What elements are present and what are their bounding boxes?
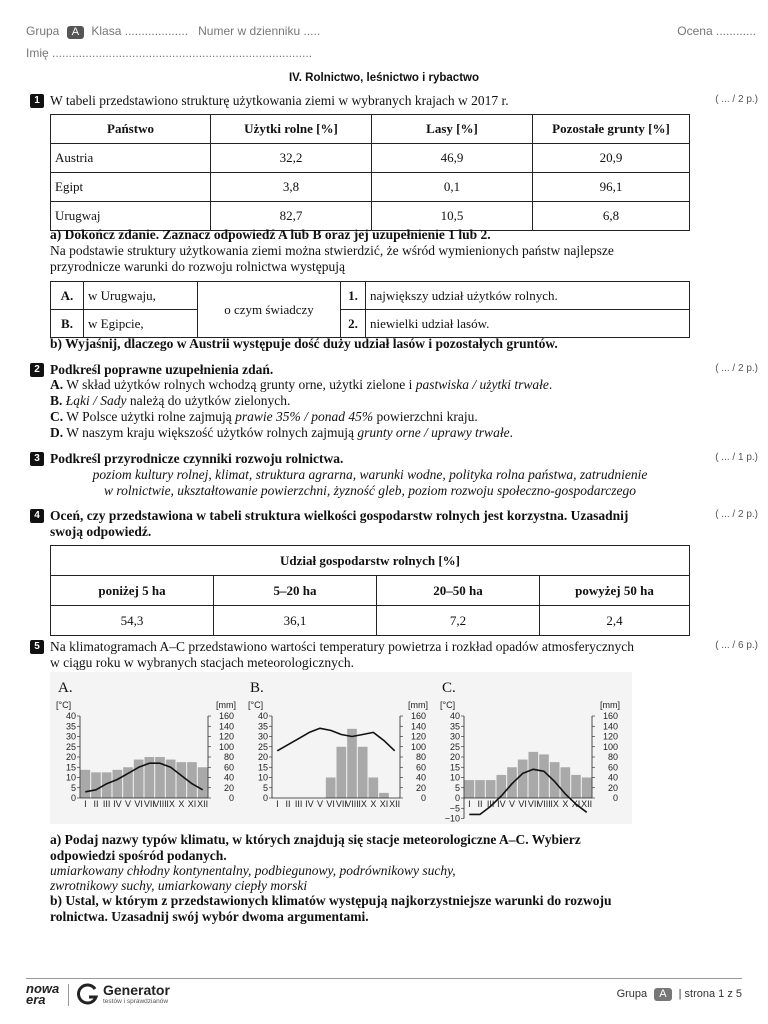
month-label: VI	[518, 799, 527, 809]
generator-logo-text: Generator	[103, 982, 170, 998]
month-label: VI	[134, 799, 143, 809]
question-1b-title: b) Wyjaśnij, dlaczego w Austrii występuje dość duży udział lasów i pozostałych gruntów.	[50, 336, 558, 351]
table-header: Państwo	[51, 115, 211, 144]
month-label: X	[562, 799, 569, 809]
right-tick-label: 20	[223, 782, 234, 793]
left-tick-label: 40	[257, 711, 268, 721]
right-tick-label: 0	[612, 793, 618, 803]
left-tick-label: 25	[65, 741, 76, 752]
question-1a-title: a) Dokończ zdanie. Zaznacz odpowiedź A lub B oraz jej uzupełnienie 1 lub 2.	[50, 227, 491, 242]
chart-label: C.	[442, 680, 456, 696]
left-tick-label: 15	[257, 762, 268, 773]
group-label: Grupa	[26, 24, 60, 38]
question-1-intro: W tabeli przedstawiono strukturę użytkowania ziemi w wybranych krajach w 2017 r.	[50, 93, 509, 108]
month-label: IX	[166, 799, 175, 809]
precipitation-bar	[81, 770, 91, 798]
month-label: V	[124, 799, 132, 809]
item-end: .	[509, 425, 513, 440]
right-tick-label: 160	[602, 711, 618, 721]
precipitation-bar	[347, 729, 357, 798]
month-label: IX	[358, 799, 367, 809]
precipitation-bar	[571, 775, 581, 798]
option-2-label[interactable]: 2.	[341, 310, 366, 338]
right-tick-label: 100	[218, 741, 234, 752]
precipitation-bar	[550, 762, 560, 798]
question-5a-title-2: odpowiedzi spośród podanych.	[50, 848, 227, 863]
precipitation-bar	[379, 793, 389, 798]
item-text: W skład użytków rolnych wchodzą grunty orne, użytki zielone i	[66, 377, 416, 392]
month-label: IX	[550, 799, 559, 809]
right-tick-label: 40	[415, 772, 426, 783]
left-tick-label: −10	[444, 813, 460, 824]
item-text: W Polsce użytki rolne zajmują	[66, 409, 236, 424]
nowa-era-logo: nowa era	[26, 981, 60, 1007]
left-tick-label: 30	[257, 731, 268, 742]
month-label: VII	[335, 799, 347, 809]
table-header: Pozostałe grunty [%]	[533, 115, 690, 144]
left-axis-unit: [°C]	[56, 700, 72, 710]
precipitation-bar	[326, 778, 336, 799]
item-options[interactable]: grunty orne / uprawy trwałe	[357, 425, 510, 440]
table-row	[51, 173, 690, 202]
month-label: V	[508, 799, 516, 809]
right-tick-label: 60	[223, 762, 234, 773]
precipitation-bar	[91, 772, 101, 798]
table-cell: 7,2	[377, 606, 540, 636]
item-label: D.	[50, 425, 64, 440]
right-tick-label: 140	[602, 721, 618, 732]
chart-label: A.	[58, 680, 73, 696]
table-cell: 32,2	[211, 144, 372, 173]
question-5-number: 5	[30, 640, 44, 654]
left-tick-label: 5	[70, 782, 76, 793]
precipitation-bar	[113, 770, 123, 798]
left-tick-label: 40	[449, 711, 460, 721]
right-tick-label: 80	[223, 752, 234, 762]
option-1-text[interactable]: największy udział użytków rolnych.	[366, 282, 690, 310]
right-tick-label: 120	[218, 731, 234, 742]
left-tick-label: 30	[65, 731, 76, 742]
month-label: VII	[143, 799, 155, 809]
table-cell: 20,9	[533, 144, 690, 173]
table-cell: 6,8	[533, 202, 690, 231]
left-tick-label: 0	[70, 793, 76, 803]
month-label: IV	[113, 799, 122, 809]
item-options[interactable]: Łąki / Sady	[65, 393, 127, 408]
question-2-item-d	[50, 425, 513, 441]
month-label: III	[294, 799, 303, 809]
left-tick-label: 30	[449, 731, 460, 742]
right-tick-label: 140	[218, 721, 234, 732]
month-label: II	[477, 799, 483, 809]
month-label: V	[316, 799, 324, 809]
table-cell: 10,5	[372, 202, 533, 231]
table-header-row	[51, 115, 690, 144]
table-header: 5–20 ha	[214, 576, 377, 606]
precipitation-bar	[582, 778, 592, 799]
question-5a-options-2: zwrotnikowy suchy, umiarkowany ciepły morski	[50, 878, 308, 893]
precipitation-bar	[177, 762, 187, 798]
question-1a-text-1: Na podstawie struktury użytkowania ziemi można stwierdzić, że wśród wymienionych państw najlepsze	[50, 243, 614, 258]
footer-page-number: | strona 1 z 5	[678, 988, 742, 1000]
question-2-item-a	[50, 377, 552, 393]
generator-logo-subtext: testów i sprawdzianów	[103, 998, 169, 1005]
class-field: Klasa ...................	[91, 24, 189, 38]
table-header: poniżej 5 ha	[51, 576, 214, 606]
question-4-title-2: swoją odpowiedź.	[50, 524, 152, 539]
item-label: A.	[50, 377, 64, 392]
right-tick-label: 140	[410, 721, 426, 732]
table-cell: Urugwaj	[51, 202, 211, 231]
climate-charts	[50, 672, 632, 824]
choice-connector: o czym świadczy	[198, 282, 341, 338]
left-tick-label: 0	[262, 793, 268, 803]
table-cell: 82,7	[211, 202, 372, 231]
question-5a-options-1: umiarkowany chłodny kontynentalny, podbiegunowy, podrównikowy suchy,	[50, 863, 456, 878]
left-tick-label: 25	[449, 741, 460, 752]
right-tick-label: 120	[410, 731, 426, 742]
table-cell: 54,3	[51, 606, 214, 636]
table-header: Lasy [%]	[372, 115, 533, 144]
right-tick-label: 80	[607, 752, 618, 762]
item-label: C.	[50, 409, 64, 424]
precipitation-bar	[465, 780, 475, 798]
precipitation-bar	[497, 775, 507, 798]
question-3-factors-2[interactable]: w rolnictwie, ukształtowanie powierzchni, żyzność gleb, poziom rozwoju społeczno-gospodarczego	[103, 483, 637, 498]
footer-page-info	[617, 988, 742, 1001]
left-tick-label: 20	[449, 752, 460, 762]
right-tick-label: 0	[420, 793, 426, 803]
question-4-number: 4	[30, 509, 44, 523]
question-3-number: 3	[30, 452, 44, 466]
table-cell: 46,9	[372, 144, 533, 173]
right-tick-label: 0	[228, 793, 234, 803]
table-cell: 2,4	[540, 606, 690, 636]
precipitation-bar	[358, 747, 368, 798]
month-label: VIII	[537, 799, 551, 809]
item-options[interactable]: prawie 35% / ponad 45%	[235, 409, 374, 424]
right-tick-label: 80	[415, 752, 426, 762]
question-5-intro-1: Na klimatogramach A–C przedstawiono wartości temperatury powietrza i rozkład opadów atmosferycznych	[50, 639, 635, 654]
item-text: W naszym kraju większość użytków rolnych zajmują	[66, 425, 358, 440]
question-1-number: 1	[30, 94, 44, 108]
left-tick-label: −5	[449, 803, 460, 814]
month-label: II	[285, 799, 291, 809]
chart-label: B.	[250, 680, 264, 696]
item-end: powierzchni kraju.	[373, 409, 478, 424]
question-2-item-b	[50, 393, 290, 409]
precipitation-bar	[529, 752, 539, 798]
left-tick-label: 0	[454, 793, 460, 803]
left-tick-label: 35	[65, 721, 76, 732]
left-tick-label: 15	[449, 762, 460, 773]
question-5-intro-2: w ciągu roku w wybranych stacjach meteorologicznych.	[50, 655, 355, 670]
precipitation-bar	[369, 778, 379, 799]
table-header: Użytki rolne [%]	[211, 115, 372, 144]
question-1-points: ( ... / 2 p.)	[715, 94, 758, 105]
section-title: IV. Rolnictwo, leśnictwo i rybactwo	[288, 72, 479, 84]
right-axis-unit: [mm]	[408, 700, 428, 710]
right-tick-label: 160	[410, 711, 426, 721]
question-5-points: ( ... / 6 p.)	[715, 640, 758, 651]
table-cell: 36,1	[214, 606, 377, 636]
question-2-points: ( ... / 2 p.)	[715, 363, 758, 374]
month-label: III	[486, 799, 495, 809]
right-tick-label: 60	[607, 762, 618, 773]
question-3-title: Podkreśl przyrodnicze czynniki rozwoju rolnictwa.	[50, 451, 344, 466]
generator-logo-icon	[77, 983, 99, 1005]
question-2-number: 2	[30, 363, 44, 377]
right-tick-label: 120	[602, 731, 618, 742]
left-tick-label: 15	[65, 762, 76, 773]
option-2-text[interactable]: niewielki udział lasów.	[366, 310, 690, 338]
question-2-title: Podkreśl poprawne uzupełnienia zdań.	[50, 362, 274, 377]
left-axis-unit: [°C]	[248, 700, 264, 710]
month-label: I	[84, 799, 87, 809]
left-tick-label: 20	[257, 752, 268, 762]
option-b-text[interactable]: w Egipcie,	[84, 310, 198, 338]
month-label: XII	[581, 799, 593, 809]
month-label: XI	[187, 799, 197, 809]
item-label: B.	[50, 393, 63, 408]
right-axis-unit: [mm]	[600, 700, 620, 710]
month-label: VI	[326, 799, 335, 809]
right-tick-label: 100	[602, 741, 618, 752]
question-3-points: ( ... / 1 p.)	[715, 452, 758, 463]
right-tick-label: 60	[415, 762, 426, 773]
left-tick-label: 25	[257, 741, 268, 752]
right-tick-label: 100	[410, 741, 426, 752]
right-axis-unit: [mm]	[216, 700, 236, 710]
table-cell: 96,1	[533, 173, 690, 202]
month-label: IV	[305, 799, 314, 809]
precipitation-bar	[486, 780, 496, 798]
footer-group-label: Grupa	[616, 988, 648, 1000]
item-text: należą do użytków zielonych.	[126, 393, 291, 408]
right-tick-label: 40	[607, 772, 618, 783]
month-label: XII	[197, 799, 209, 809]
left-axis-unit: [°C]	[440, 700, 456, 710]
question-4-points: ( ... / 2 p.)	[715, 509, 758, 520]
right-tick-label: 20	[607, 782, 618, 793]
option-b-label[interactable]: B.	[51, 310, 84, 338]
question-3-factors-1[interactable]: poziom kultury rolnej, klimat, struktura agrarna, warunki wodne, polityka rolna państwa, zatrudnienie	[92, 467, 648, 482]
farm-size-table	[50, 545, 690, 636]
month-label: II	[93, 799, 99, 809]
grade-field: Ocena ............	[677, 24, 756, 38]
item-options[interactable]: pastwiska / użytki trwałe	[415, 377, 549, 392]
item-end: .	[548, 377, 553, 392]
month-label: XI	[379, 799, 389, 809]
journal-number-field: Numer w dzienniku .....	[198, 24, 321, 38]
choice-table	[50, 281, 690, 338]
table-cell: Egipt	[51, 173, 211, 202]
question-1a-text-2: przyrodnicze warunki do rozwoju rolnictwa występują	[50, 259, 346, 274]
month-label: X	[178, 799, 185, 809]
left-tick-label: 40	[65, 711, 76, 721]
option-a-label[interactable]: A.	[51, 282, 84, 310]
question-2-item-c	[50, 409, 478, 425]
land-use-table	[50, 114, 690, 231]
left-tick-label: 20	[65, 752, 76, 762]
footer-group-badge: A	[654, 988, 671, 1001]
logo-separator	[68, 984, 69, 1006]
left-tick-label: 35	[449, 721, 460, 732]
table-cell: Austria	[51, 144, 211, 173]
question-5a-title-1: a) Podaj nazwy typów klimatu, w których znajdują się stacje meteorologiczne A–C. Wybierz	[50, 832, 581, 847]
month-label: I	[276, 799, 279, 809]
question-4-title-1: Oceń, czy przedstawiona w tabeli struktura wielkości gospodarstw rolnych jest korzystna. Uzasadnij	[50, 508, 629, 523]
option-1-label[interactable]: 1.	[341, 282, 366, 310]
table-cell: 3,8	[211, 173, 372, 202]
table-caption: Udział gospodarstw rolnych [%]	[51, 546, 690, 576]
question-5b-title-1: b) Ustal, w którym z przedstawionych klimatów występują najkorzystniejsze warunki do rozwoju	[50, 893, 612, 908]
left-tick-label: 5	[262, 782, 268, 793]
left-tick-label: 35	[257, 721, 268, 732]
precipitation-bar	[539, 754, 549, 798]
month-label: X	[370, 799, 377, 809]
footer-divider	[26, 978, 742, 979]
precipitation-bar	[337, 747, 347, 798]
left-tick-label: 10	[65, 772, 76, 783]
month-label: I	[468, 799, 471, 809]
month-label: XI	[571, 799, 581, 809]
precipitation-bar	[518, 760, 528, 798]
name-field: Imię ..............................................................................	[26, 46, 313, 60]
month-label: XII	[389, 799, 401, 809]
right-tick-label: 160	[218, 711, 234, 721]
left-tick-label: 5	[454, 782, 460, 793]
precipitation-bar	[198, 767, 208, 798]
left-tick-label: 10	[449, 772, 460, 783]
precipitation-bar	[475, 780, 485, 798]
left-tick-label: 10	[257, 772, 268, 783]
header-row-1	[26, 24, 320, 39]
month-label: III	[102, 799, 111, 809]
table-header: 20–50 ha	[377, 576, 540, 606]
month-label: VII	[527, 799, 539, 809]
question-5b-title-2: rolnictwa. Uzasadnij swój wybór dwoma argumentami.	[50, 909, 369, 924]
table-header: powyżej 50 ha	[540, 576, 690, 606]
option-a-text[interactable]: w Urugwaju,	[84, 282, 198, 310]
right-tick-label: 40	[223, 772, 234, 783]
month-label: IV	[497, 799, 506, 809]
precipitation-bar	[187, 762, 197, 798]
table-row	[51, 144, 690, 173]
month-label: VIII	[153, 799, 167, 809]
table-cell: 0,1	[372, 173, 533, 202]
group-badge: A	[67, 26, 84, 39]
right-tick-label: 20	[415, 782, 426, 793]
month-label: VIII	[345, 799, 359, 809]
